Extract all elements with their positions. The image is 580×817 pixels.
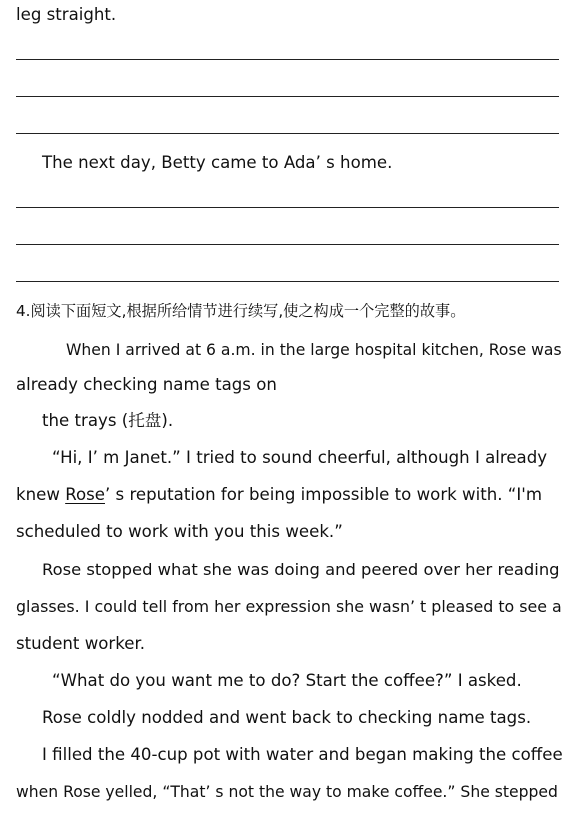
story-line: student worker. — [16, 634, 146, 653]
underlined-name: Rose — [65, 485, 105, 504]
story-line: Rose stopped what she was doing and peered over her reading — [42, 560, 560, 579]
story-line — [16, 484, 542, 506]
answer-line — [16, 59, 559, 60]
story-line: scheduled to work with you this week.” — [16, 522, 343, 541]
answer-line — [16, 281, 559, 282]
answer-line — [16, 244, 559, 245]
answer-line — [16, 133, 559, 134]
story-text: ’ s reputation for being impossible to work with. “I'm — [104, 485, 542, 504]
story-line: glasses. I could tell from her expression she wasn’ t pleased to see a — [16, 597, 562, 616]
text-fragment: leg straight. — [16, 5, 117, 24]
answer-line — [16, 96, 559, 97]
answer-line — [16, 207, 559, 208]
story-text: knew — [16, 485, 66, 504]
story-line: Rose coldly nodded and went back to checking name tags. — [42, 708, 532, 727]
story-line: when Rose yelled, “That’ s not the way to make coffee.” She stepped — [16, 783, 558, 801]
story-line: I filled the 40-cup pot with water and began making the coffee — [42, 745, 563, 764]
question-heading: 4.阅读下面短文,根据所给情节进行续写,使之构成一个完整的故事。 — [16, 302, 466, 320]
story-line: When I arrived at 6 a.m. in the large hospital kitchen, Rose was — [66, 341, 562, 359]
story-line: “Hi, I’ m Janet.” I tried to sound cheerful, although I already — [52, 448, 548, 467]
prompt-line: The next day, Betty came to Ada’ s home. — [42, 153, 393, 172]
story-line: the trays (托盘). — [42, 411, 174, 430]
story-line: already checking name tags on — [16, 375, 277, 394]
story-line: “What do you want me to do? Start the coffee?” I asked. — [52, 671, 522, 690]
